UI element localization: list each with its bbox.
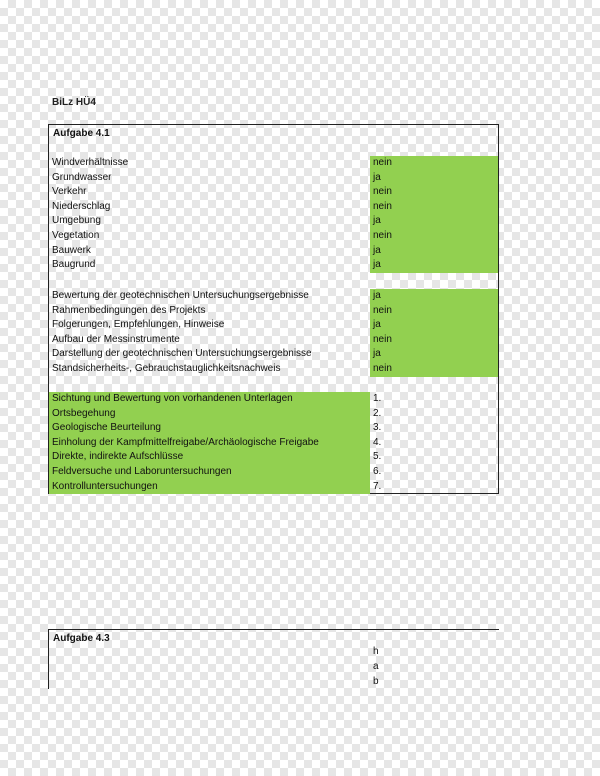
group1-label: Baugrund xyxy=(52,259,96,271)
group1-label: Vegetation xyxy=(52,230,100,241)
group3-label: Geologische Beurteilung xyxy=(49,421,370,436)
group1-value: nein xyxy=(370,156,498,171)
group2-value: ja xyxy=(370,347,498,362)
aufgabe-4-3-box xyxy=(48,629,499,689)
group3-label: Feldversuche und Laboruntersuchungen xyxy=(49,465,370,480)
group3-value: 3. xyxy=(373,422,382,434)
group3-value: 6. xyxy=(373,466,382,477)
group2-label: Rahmenbedingungen des Projekts xyxy=(52,304,206,316)
group1-label: Grundwasser xyxy=(52,171,112,183)
group1-value: ja xyxy=(370,258,498,273)
group2-label: Aufbau der Messinstrumente xyxy=(52,333,180,345)
group3-label: Direkte, indirekte Aufschlüsse xyxy=(49,450,370,465)
group1-label: Umgebung xyxy=(52,215,101,227)
group3-label: Kontrolluntersuchungen xyxy=(49,480,370,495)
aufgabe-4-3-value: a xyxy=(373,661,379,672)
group1-label: Verkehr xyxy=(52,186,87,198)
group1-label: Niederschlag xyxy=(52,200,111,212)
aufgabe-4-3-header: Aufgabe 4.3 xyxy=(53,633,110,644)
group2-value: ja xyxy=(370,318,498,333)
group3-value: 4. xyxy=(373,436,382,448)
aufgabe-4-3-value: b xyxy=(373,676,379,687)
group3-value: 5. xyxy=(373,451,382,463)
group3-value: 2. xyxy=(373,407,382,419)
group1-value: ja xyxy=(370,214,498,229)
group3-value: 7. xyxy=(373,480,382,492)
group3-label: Ortsbegehung xyxy=(49,407,370,422)
group2-value: nein xyxy=(370,333,498,348)
group2-value: nein xyxy=(370,362,498,377)
document-title: BiLz HÜ4 xyxy=(52,97,96,108)
group2-value: nein xyxy=(370,304,498,319)
group1-value: ja xyxy=(370,244,498,259)
group1-value: nein xyxy=(370,229,498,244)
group2-value: ja xyxy=(370,289,498,304)
group3-label: Sichtung und Bewertung von vorhandenen Unterlagen xyxy=(49,392,370,407)
group1-value: nein xyxy=(370,200,498,215)
group2-label: Folgerungen, Empfehlungen, Hinweise xyxy=(52,319,225,331)
group2-label: Bewertung der geotechnischen Untersuchungsergebnisse xyxy=(52,290,309,301)
aufgabe-4-3-value: h xyxy=(373,646,379,657)
group1-value: nein xyxy=(370,185,498,200)
group3-label: Einholung der Kampfmittelfreigabe/Archäologische Freigabe xyxy=(49,436,370,451)
aufgabe-4-1-header: Aufgabe 4.1 xyxy=(53,128,110,139)
aufgabe-4-1-box xyxy=(48,124,499,494)
group1-label: Windverhältnisse xyxy=(52,157,129,168)
group1-label: Bauwerk xyxy=(52,244,91,256)
group1-value: ja xyxy=(370,171,498,186)
group2-label: Darstellung der geotechnischen Untersuchungsergebnisse xyxy=(52,348,312,360)
group2-label: Standsicherheits-, Gebrauchstauglichkeitsnachweis xyxy=(52,363,281,374)
group3-value: 1. xyxy=(373,393,382,404)
